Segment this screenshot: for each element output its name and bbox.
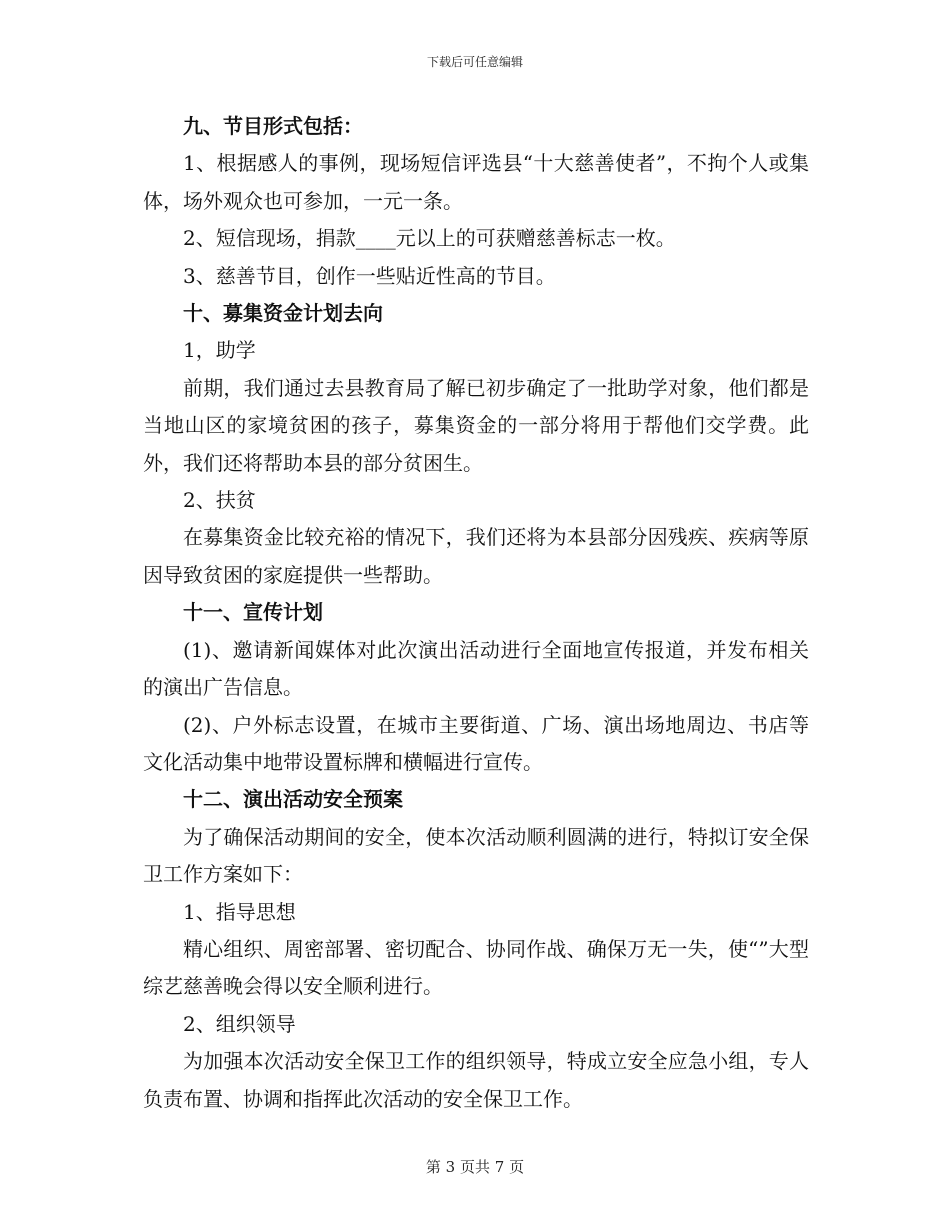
paragraph: 前期，我们通过去县教育局了解已初步确定了一批助学对象，他们都是当地山区的家境贫困的孩子，募集资金的一部分将用于帮他们交学费。此外，我们还将帮助本县的部分贫困生。 <box>143 375 809 475</box>
page-footer: 第 3 页共 7 页 <box>425 1158 525 1176</box>
sub-heading-organization: 2、组织领导 <box>183 1011 296 1036</box>
document-body <box>143 108 809 1118</box>
paragraph: 3、慈善节目，创作一些贴近性高的节目。 <box>183 263 556 288</box>
section-heading-fund-plan: 十、募集资金计划去向 <box>183 301 383 326</box>
section-heading-safety-plan: 十二、演出活动安全预案 <box>183 787 403 812</box>
sub-heading-poverty-relief: 2、扶贫 <box>183 488 256 513</box>
sub-heading-guiding-principle: 1、指导思想 <box>183 899 296 924</box>
paragraph: 2、短信现场，捐款____元以上的可获赠慈善标志一枚。 <box>183 226 676 251</box>
paragraph: 在募集资金比较充裕的情况下，我们还将为本县部分因残疾、疾病等原因导致贫困的家庭提供一些帮助。 <box>143 525 809 587</box>
paragraph: 精心组织、周密部署、密切配合、协同作战、确保万无一失，使“”大型综艺慈善晚会得以安全顺利进行。 <box>143 936 809 999</box>
paragraph: (2)、户外标志设置，在城市主要街道、广场、演出场地周边、书店等文化活动集中地带设置标牌和横幅进行宣传。 <box>143 712 809 774</box>
paragraph: (1)、邀请新闻媒体对此次演出活动进行全面地宣传报道，并发布相关的演出广告信息。 <box>143 637 809 700</box>
section-heading-program-forms: 九、节目形式包括： <box>183 114 363 138</box>
page-header: 下载后可任意编辑 <box>426 55 523 69</box>
section-heading-publicity-plan: 十一、宣传计划 <box>183 600 323 625</box>
paragraph: 1、根据感人的事例，现场短信评选县“十大慈善使者”，不拘个人或集体，场外观众也可参加，一元一条。 <box>143 151 809 213</box>
sub-heading-education-aid: 1，助学 <box>183 338 256 363</box>
paragraph: 为了确保活动期间的安全，使本次活动顺利圆满的进行，特拟订安全保卫工作方案如下： <box>143 824 809 887</box>
paragraph: 为加强本次活动安全保卫工作的组织领导，特成立安全应急小组，专人负责布置、协调和指挥此次活动的安全保卫工作。 <box>143 1049 809 1111</box>
